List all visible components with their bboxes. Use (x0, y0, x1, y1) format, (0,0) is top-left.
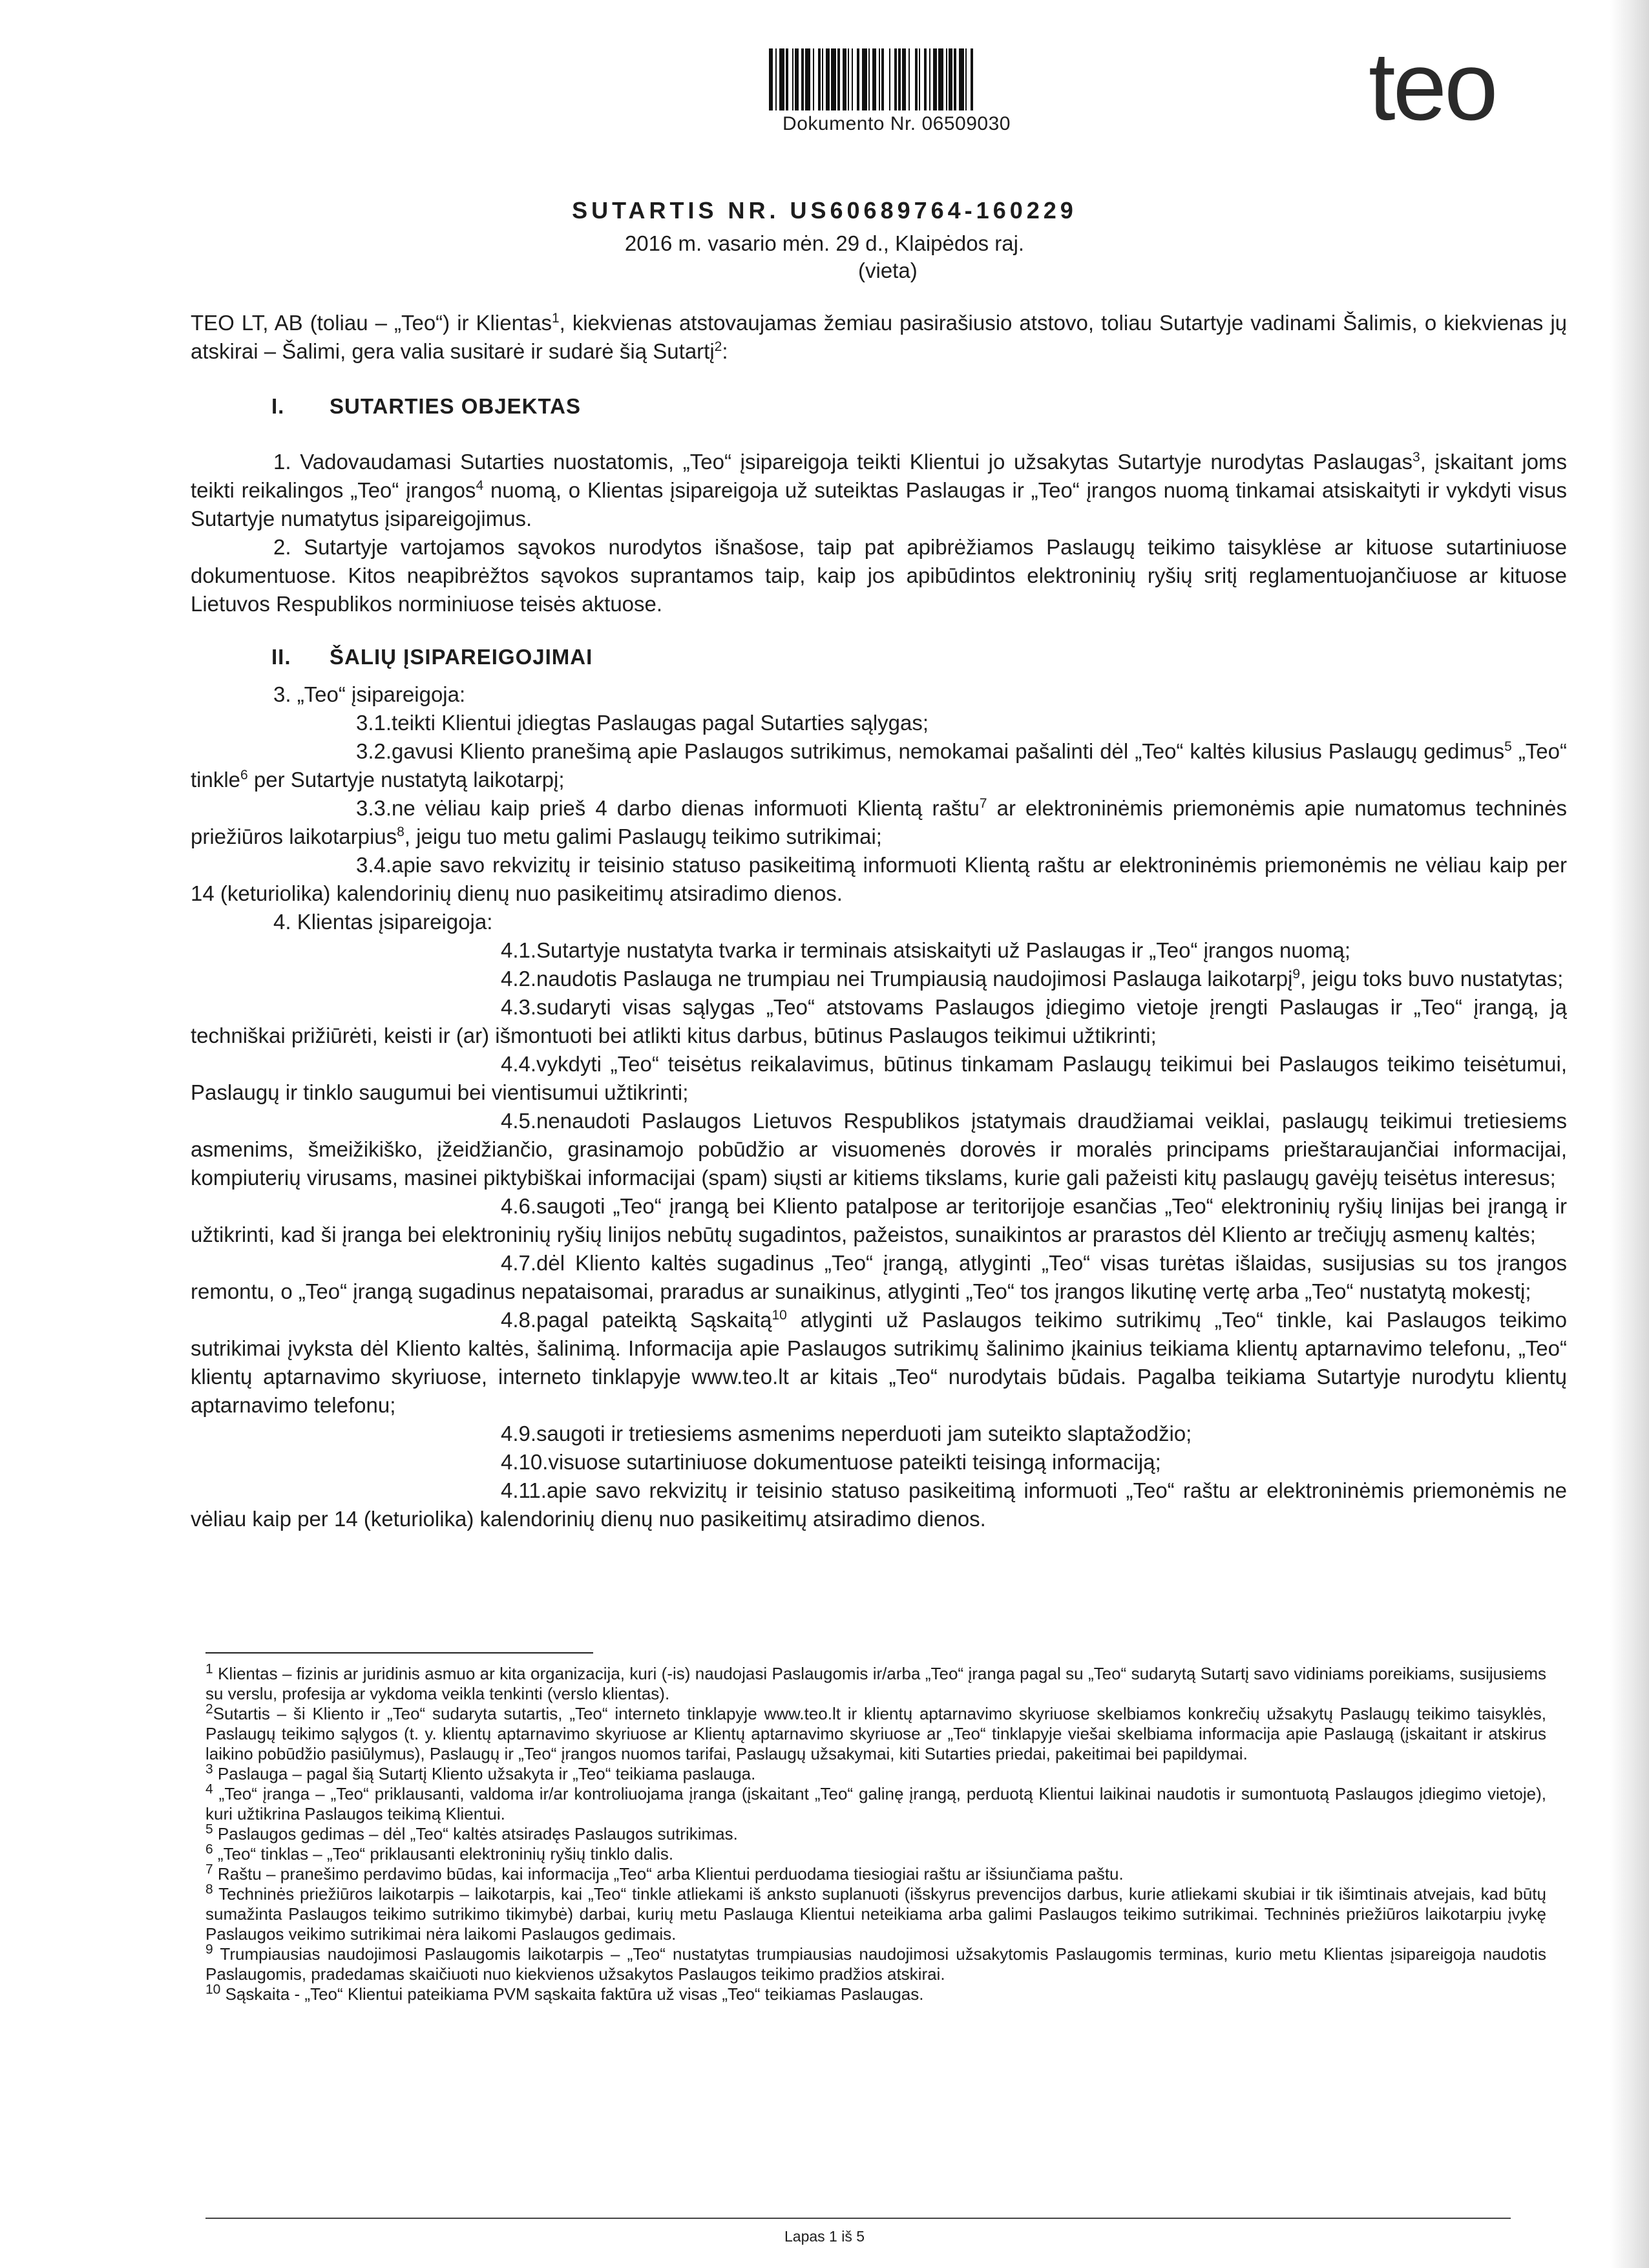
contract-body (191, 448, 1567, 1533)
clause-4-6: 4.6.saugoti „Teo“ įrangą bei Kliento patalpose ar teritorijoje esančias „Teo“ elektroninių ryšių linijas bei įrangą ir užtikrinti, kad ši įranga bei elektroninių ryšių linijos nebūtų sugadintos, pažeistos, sunaikintos ar prarastos dėl Kliento ar trečiųjų asmenų kaltės; (191, 1194, 1567, 1246)
footnote-ref: 2 (714, 339, 722, 354)
contract-date: 2016 m. vasario mėn. 29 d., Klaipėdos raj. (624, 231, 1025, 255)
barcode-stripe (973, 48, 974, 110)
barcode-stripe (779, 48, 784, 110)
clause-4: 4. Klientas įsipareigoja: (273, 910, 493, 934)
barcode-stripe (805, 48, 810, 110)
footnote-ref: 7 (979, 796, 987, 811)
barcode-block (769, 48, 1024, 135)
clause-4-4: 4.4.vykdyti „Teo“ teisėtus reikalavimus, būtinus tinkamam Paslaugų teikimui bei Paslaugos teikimo teisėtumui, Paslaugų ir tinklo saugumui bei vientisumui užtikrinti; (191, 1052, 1567, 1104)
clause-3-4: 3.4.apie savo rekvizitų ir teisinio statuso pasikeitimą informuoti Klientą raštu ar elektroninėmis priemonėmis ne vėliau kaip per 14 (keturiolika) kalendorinių dienų nuo pasikeitimų atsiradimo dienos. (191, 853, 1567, 905)
footnote-3: $^3$ Paslauga – pagal šią Sutartį Kliento užsakyta ir „Teo“ teikiama paslauga. (205, 1761, 756, 1783)
clause-4-8: 4.8.pagal pateiktą Sąskaitą$^{10}$ atlyginti už Paslaugos teikimo sutrikimų „Teo“ tinkle, kai Paslaugos teikimo sutrikimai įvyksta dėl Kliento kaltės, šalinimą. Informacija apie Paslaugos sutrikimų šalinimo įkainius teikiama klientų aptarnavimo telefonu, „Teo“ klientų aptarnavimo skyriuose, interneto tinklapyje www.teo.lt ar kitais „Teo“ nurodytais būdais. Pagalba teikiama Sutartyje nurodytu klientų aptarnavimo telefonu; (191, 1308, 1568, 1417)
clause-4-2: 4.2.naudotis Paslauga ne trumpiau nei Trumpiausią naudojimosi Paslauga laikotarpį$^9$, jeigu toks buvo nustatytas; (501, 967, 1564, 991)
clause-1: 1. Vadovaudamasi Sutarties nuostatomis, „Teo“ įsipareigoja teikti Klientui jo užsakytas Sutartyje nurodytas Paslaugas$^3$, įskaitant joms teikti reikalingos „Teo“ įrangos$^4$ nuomą, o Klientas įsipareigoja už suteiktas Paslaugas ir „Teo“ įrangos nuomą tinkamai atsiskaityti ir vykdyti visus Sutartyje numatytus įsipareigojimus. (191, 450, 1567, 530)
section-heading-1: I. SUTARTIES OBJEKTAS (271, 394, 581, 418)
clause-3-2: 3.2.gavusi Kliento pranešimą apie Paslaugos sutrikimus, nemokamai pašalinti dėl „Teo“ kaltės kilusius Paslaugų gedimus$^5$ „Teo“ tinkle$^6$ per Sutartyje nustatytą laikotarpį; (191, 739, 1568, 792)
clause-4-9: 4.9.saugoti ir tretiesiems asmenims neperduoti jam suteikto slaptažodžio; (501, 1422, 1192, 1445)
barcode-stripe (831, 48, 836, 110)
footnote-7: $^7$ Raštu – pranešimo perdavimo būdas, kai informacija „Teo“ arba Klientui perduodama tiesiogiai raštu ar išsiunčiama paštu. (205, 1862, 1124, 1884)
barcode-stripe (938, 48, 943, 110)
footnote-separator (205, 1652, 593, 1654)
place-label: (vieta) (858, 258, 918, 282)
barcode-stripe (910, 48, 915, 110)
clause-4-3: 4.3.sudaryti visas sąlygas „Teo“ atstovams Paslaugos įdiegimo vietoje įrengti Paslaugas ir „Teo“ įrangą, ją techniškai prižiūrėti, keisti ir (ar) išmontuoti bei atlikti kitus darbus, būtinus Paslaugos teikimui užtikrinti; (191, 995, 1567, 1047)
clause-2: 2. Sutartyje vartojamos sąvokos nurodytos išnašose, taip pat apibrėžiamos Paslaugų teikimo taisyklėse ar kituose sutartiniuose dokumentuose. Kitos neapibrėžtos sąvokos suprantamos taip, kaip jos apibūdintos elektroninių ryšių sritį reglamentuojančiuose ar kituose Lietuvos Respublikos norminiuose teisės aktuose. (191, 535, 1567, 616)
footnote-8: $^8$ Techninės priežiūros laikotarpis – laikotarpis, kai „Teo“ tinkle atliekami iš anksto suplanuoti (išskyrus prevencijos darbus, kurie atliekami skubiai ir tik išimtinais atvejais, kad būtų sumažinta Paslaugos teikimo sutrikimo tikimybė) darbai, kurių metu Paslauga Klientui neteikiama arba galimi Paslaugos teikimo sutrikimai. Techninės priežiūros laikotarpiu įvykę Paslaugos veikimo sutrikimai nėra laikomi Paslaugos gedimais. (205, 1882, 1546, 1944)
contract-title: SUTARTIS NR. US60689764-160229 (572, 197, 1077, 224)
footnote-6: $^6$ „Teo“ tinklas – „Teo“ priklausanti elektroninių ryšių tinklo dalis. (205, 1842, 674, 1864)
footnote-ref: 1 (551, 311, 560, 326)
footnote-ref: 5 (1504, 739, 1512, 754)
footnote-1: $^1$ Klientas – fizinis ar juridinis asmuo ar kita organizacija, kuri (-is) naudojasi Paslaugomis ir/arba „Teo“ įranga pagal su „Teo“ sudarytą Sutartį savo vidiniams poreikiams, susijusiems su verslu, profesija ar vykdoma veikla tenkinti (verslo klientas). (205, 1661, 1546, 1703)
footnote-10: $^{10}$ Sąskaita - „Teo“ Klientui pateikiama PVM sąskaita faktūra už visas „Teo“ teikiamas Paslaugas. (205, 1982, 924, 2004)
clause-4-5: 4.5.nenaudoti Paslaugos Lietuvos Respublikos įstatymais draudžiamai veiklai, paslaugų teikimui tretiesiems asmenims, šmeižikiško, įžeidžiančio, grasinamojo pobūdžio ar visuomenės dorovės ir moralės principams prieštaraujančiai informacijai, kompiuterių virusams, masinei piktybiškai informacijai (spam) siųsti ar kitiems tikslams, kurie gali pažeisti kitų paslaugų gavėjų teisėtus interesus; (191, 1109, 1567, 1190)
barcode-stripe (862, 48, 867, 110)
document-number: Dokumento Nr. 06509030 (782, 113, 1011, 134)
clause-4-10: 4.10.visuose sutartiniuose dokumentuose pateikti teisingą informaciją; (501, 1450, 1161, 1474)
footer-separator (205, 2218, 1511, 2219)
page-edge-shadow (1610, 0, 1649, 2268)
page-number: Lapas 1 iš 5 (784, 2228, 865, 2245)
teo-logo: teo (1369, 32, 1496, 140)
barcode-stripe (884, 48, 889, 110)
barcode-stripe (959, 48, 964, 110)
barcode (769, 48, 1024, 110)
footnote-4: $^4$ „Teo“ įranga – „Teo“ priklausanti, valdoma ir/ar kontroliuojama įranga (įskaitant „Teo“ galinę įrangą, perduotą Klientui laikinai naudotis ir sumontuotą Paslaugos įdiegimo vietoje), kuri užtikrina Paslaugos teikimą Klientui. (205, 1781, 1546, 1823)
clause-3-3: 3.3.ne vėliau kaip prieš 4 darbo dienas informuoti Klientą raštu$^7$ ar elektroninėmis priemonėmis apie numatomus techninės priežiūros laikotarpius$^8$, jeigu tuo metu galimi Paslaugų teikimo sutrikimai; (191, 796, 1567, 848)
clause-3: 3. „Teo“ įsipareigoja: (273, 682, 466, 706)
footnote-2: $^2$Sutartis – ši Kliento ir „Teo“ sudaryta sutartis, „Teo“ interneto tinklapyje www.teo.lt ir klientų aptarnavimo skyriuose skelbiamos konkrečių užsakytų Paslaugų teikimo taisyklės, Paslaugų teikimo sąlygos (t. y. klientų aptarnavimo skyriuose ar Klientų aptarnavimo skyriuose ar „Teo“ tinklapyje viešai skelbiama informacija apie Paslaugą (įskaitant ir atskirus laikino pobūdžio pasiūlymus), Paslaugų ir „Teo“ įrangos nuomos tarifai, Paslaugų užsakymai, kiti Sutarties priedai, pakeitimai bei papildymai. (205, 1701, 1546, 1763)
intro-paragraph: TEO LT, AB (toliau – „Teo“) ir Klientas$^1$, kiekvienas atstovaujamas žemiau pasirašiusio atstovo, toliau Sutartyje vadinami Šalimis, o kiekvienas jų atskirai – Šalimi, gera valia susitarė ir sudarė šią Sutartį$^2$: (191, 311, 1568, 363)
footnote-ref: 9 (1292, 967, 1301, 982)
clause-3-1: 3.1.teikti Klientui įdiegtas Paslaugas pagal Sutarties sąlygas; (356, 711, 929, 735)
footnote-5: $^5$ Paslaugos gedimas – dėl „Teo“ kaltės atsiradęs Paslaugos sutrikimas. (205, 1822, 738, 1843)
clause-4-11: 4.11.apie savo rekvizitų ir teisinio statuso pasikeitimą informuoti „Teo“ raštu ar elektroninėmis priemonėmis ne vėliau kaip per 14 (keturiolika) kalendorinių dienų nuo pasikeitimų atsiradimo dienos. (191, 1478, 1567, 1531)
clause-4-1: 4.1.Sutartyje nustatyta tvarka ir terminais atsiskaityti už Paslaugas ir „Teo“ įrangos nuomą; (501, 938, 1351, 962)
footnote-ref: 8 (397, 824, 404, 839)
footnote-9: $^9$ Trumpiausias naudojimosi Paslaugomis laikotarpis – „Teo“ nustatytas trumpiausias naudojimosi užsakytomis Paslaugomis terminas, kurio metu Klientas įsipareigoja naudotis Paslaugomis, pradedamas skaičiuoti nuo kiekvienos užsakytos Paslaugos teikimo pradžios atskirai. (205, 1942, 1546, 1984)
footnotes (205, 1661, 1546, 2004)
clause-4-7: 4.7.dėl Kliento kaltės sugadinus „Teo“ įrangą, atlyginti „Teo“ visas turėtas išlaidas, susijusias su tos įrangos remontu, o „Teo“ įrangą sugadinus nepataisomai, praradus ar sunaikinus, atlyginti „Teo“ tos įrangos likutinę vertę arba „Teo“ nustatytą mokestį; (191, 1251, 1567, 1303)
section-heading-2: II. ŠALIŲ ĮSIPAREIGOJIMAI (271, 645, 593, 669)
footnote-ref: 10 (772, 1308, 787, 1323)
footnote-ref: 4 (476, 478, 484, 493)
footnote-ref: 3 (1413, 450, 1420, 465)
footnote-ref: 6 (240, 768, 248, 782)
